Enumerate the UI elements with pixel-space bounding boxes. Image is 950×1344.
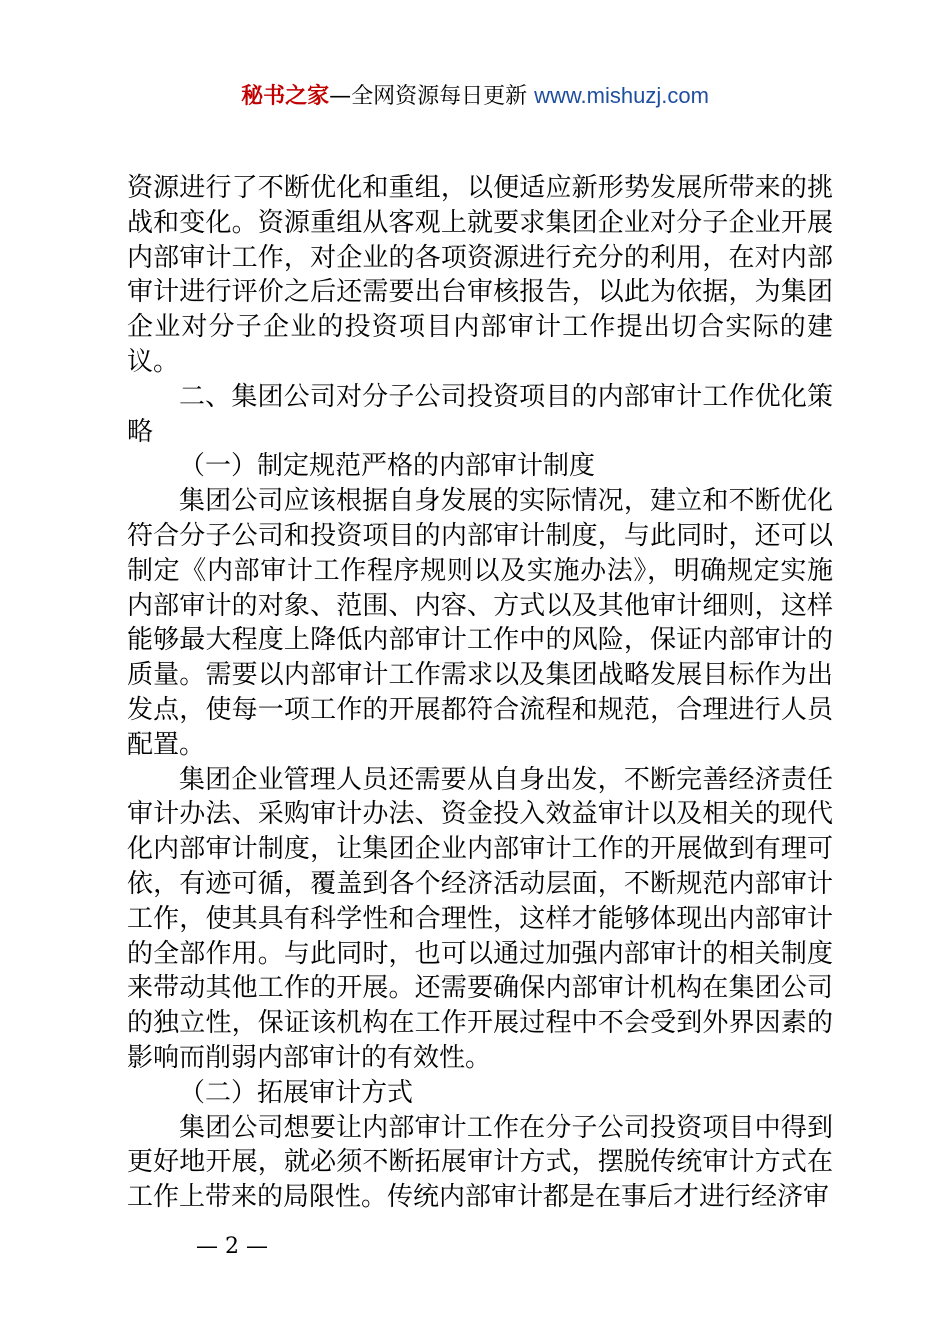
site-url[interactable]: www.mishuzj.com: [534, 83, 709, 108]
section-heading-two: 二、集团公司对分子公司投资项目的内部审计工作优化策略: [127, 381, 833, 447]
page-number: — 2 —: [196, 1234, 268, 1259]
site-header: [0, 80, 950, 113]
paragraph: 集团公司想要让内部审计工作在分子公司投资项目中得到更好地开展，就必须不断拓展审计方式，摆脱传统审计方式在工作上带来的局限性。传统内部审计都是在事后才进行经济审: [127, 1112, 833, 1213]
subsection-heading-one: （一）制定规范严格的内部审计制度: [179, 451, 596, 482]
paragraph-continuation: 资源进行了不断优化和重组，以便适应新形势发展所带来的挑战和变化。资源重组从客观上就要求集团企业对分子企业开展内部审计工作，对企业的各项资源进行充分的利用，在对内部审计进行评价之后还需要出台审核报告，以此为依据，为集团企业对分子企业的投资项目内部审计工作提出切合实际的建议。: [127, 173, 833, 377]
paragraph: 集团企业管理人员还需要从自身出发，不断完善经济责任审计办法、采购审计办法、资金投入效益审计以及相关的现代化内部审计制度，让集团企业内部审计工作的开展做到有理可依，有迹可循，覆盖到各个经济活动层面，不断规范内部审计工作，使其具有科学性和合理性，这样才能够体现出内部审计的全部作用。与此同时，也可以通过加强内部审计的相关制度来带动其他工作的开展。还需要确保内部审计机构在集团公司的独立性，保证该机构在工作开展过程中不会受到外界因素的影响而削弱内部审计的有效性。: [127, 764, 833, 1073]
site-brand: 秘书之家: [241, 84, 330, 109]
document-body: [127, 171, 833, 1215]
paragraph: 集团公司应该根据自身发展的实际情况，建立和不断优化符合分子公司和投资项目的内部审计制度，与此同时，还可以制定《内部审计工作程序规则以及实施办法》，明确规定实施内部审计的对象、范围、内容、方式以及其他审计细则，这样能够最大程度上降低内部审计工作中的风险，保证内部审计的质量。需要以内部审计工作需求以及集团战略发展目标作为出发点，使每一项工作的开展都符合流程和规范，合理进行人员配置。: [127, 486, 833, 760]
site-slogan: —全网资源每日更新: [329, 84, 528, 109]
subsection-heading-two: （二）拓展审计方式: [179, 1077, 414, 1108]
